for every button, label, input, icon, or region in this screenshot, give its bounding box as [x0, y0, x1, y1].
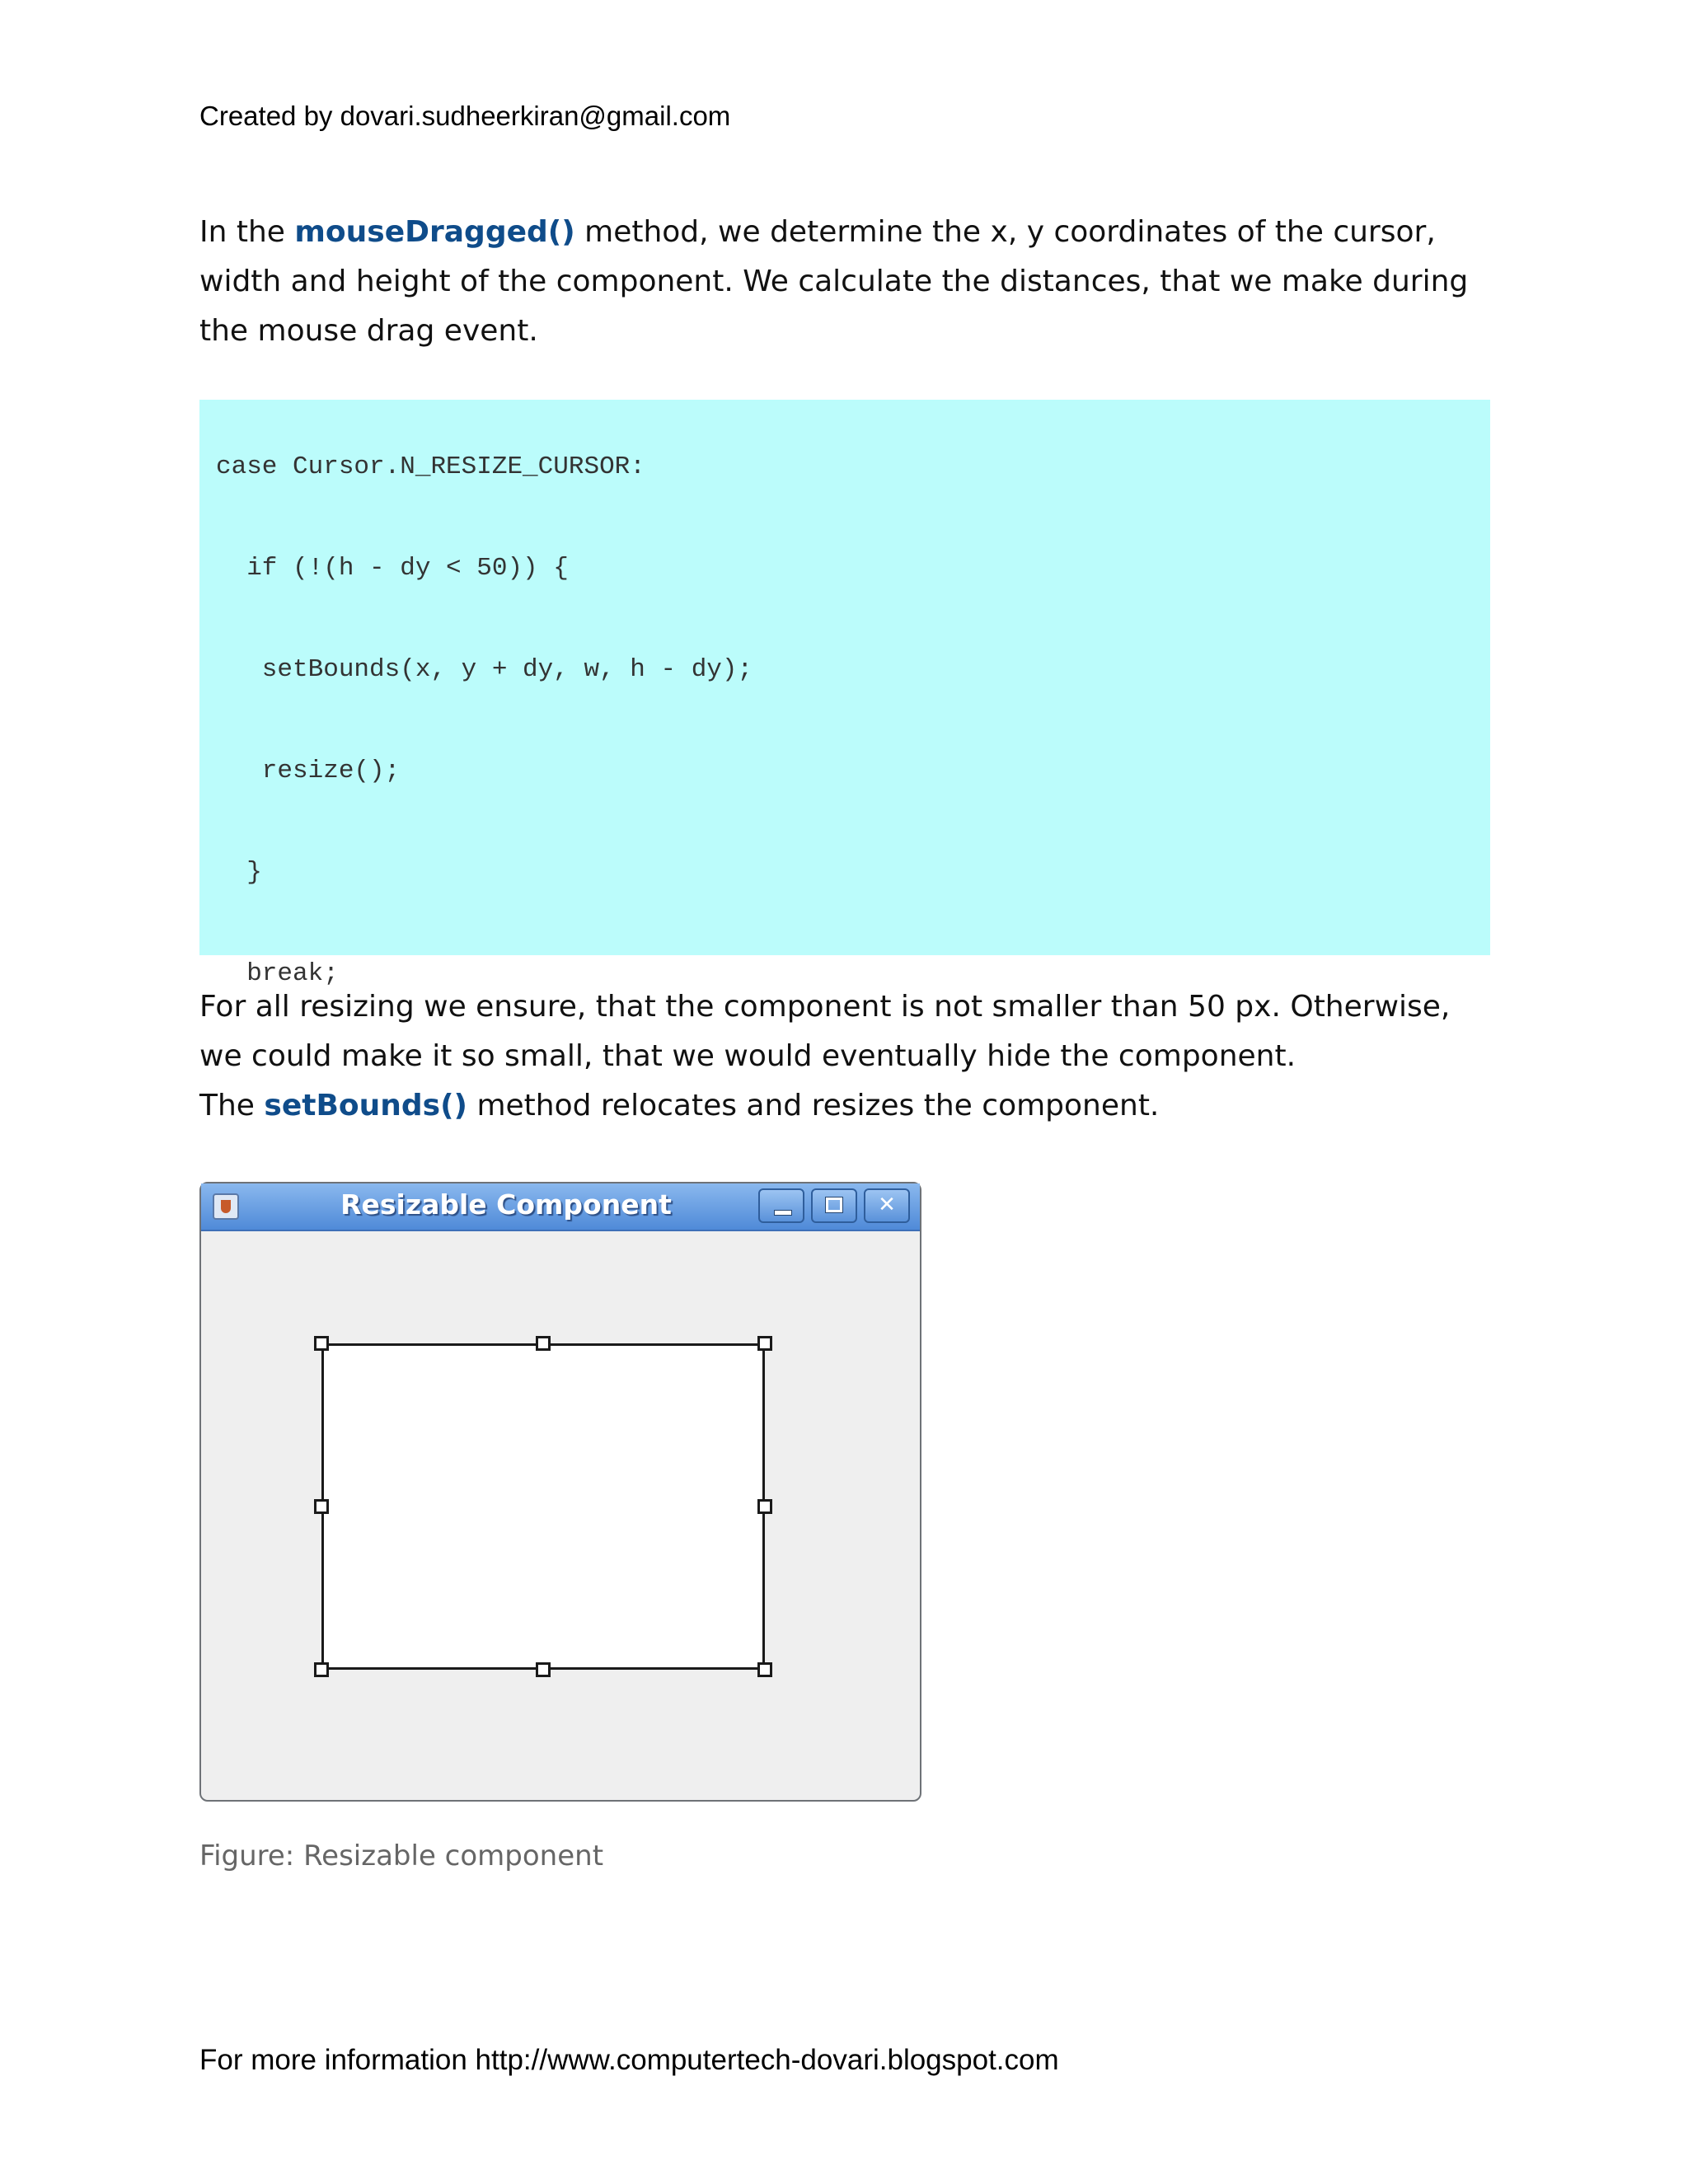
resize-handle-ne[interactable] — [757, 1336, 772, 1351]
resize-handle-w[interactable] — [314, 1499, 329, 1514]
paragraph-text: The — [199, 1089, 265, 1122]
close-icon: ✕ — [878, 1193, 896, 1217]
resizable-component-window — [199, 1182, 921, 1802]
maximize-button[interactable] — [811, 1188, 857, 1223]
resize-handle-sw[interactable] — [314, 1662, 329, 1677]
code-line: case Cursor.N_RESIZE_CURSOR: — [216, 452, 645, 481]
resize-handle-nw[interactable] — [314, 1336, 329, 1351]
paragraph-mousedragged — [199, 208, 1485, 356]
resize-handle-e[interactable] — [757, 1499, 772, 1514]
code-line: if (!(h - dy < 50)) { — [216, 554, 569, 583]
code-line: break; — [216, 959, 339, 988]
code-line: setBounds(x, y + dy, w, h - dy); — [216, 655, 753, 684]
method-name-mousedragged: mouseDragged() — [294, 215, 575, 249]
resizable-component[interactable] — [321, 1343, 765, 1670]
paragraph-resizing — [199, 982, 1485, 1131]
minimize-button[interactable] — [758, 1188, 804, 1223]
window-titlebar[interactable] — [201, 1183, 920, 1231]
code-line: } — [216, 858, 262, 887]
resize-handle-n[interactable] — [536, 1336, 551, 1351]
code-block — [199, 400, 1490, 988]
resize-handle-s[interactable] — [536, 1662, 551, 1677]
code-line: resize(); — [216, 757, 401, 785]
paragraph-text: method relocates and resizes the component. — [467, 1089, 1160, 1122]
close-button[interactable] — [864, 1188, 910, 1223]
window-title: Resizable Component — [340, 1188, 672, 1221]
paragraph-text: method, we determine the x, y coordinates of the cursor, width and height of the component. We calculate the distances, that we make during the mouse drag event. — [199, 215, 1469, 348]
paragraph-text: In the — [199, 215, 295, 249]
method-name-setbounds: setBounds() — [264, 1089, 467, 1122]
page-footer: For more information http://www.computertech-dovari.blogspot.com — [199, 2044, 1059, 2076]
maximize-icon — [826, 1197, 842, 1212]
figure-caption: Figure: Resizable component — [199, 1840, 604, 1872]
resize-handle-se[interactable] — [757, 1662, 772, 1677]
paragraph-text: For all resizing we ensure, that the component is not smaller than 50 px. Otherwise, we could make it so small, that we would eventually hide the component. — [199, 990, 1451, 1073]
page-header: Created by dovari.sudheerkiran@gmail.com — [199, 101, 731, 131]
minimize-icon — [774, 1210, 792, 1216]
